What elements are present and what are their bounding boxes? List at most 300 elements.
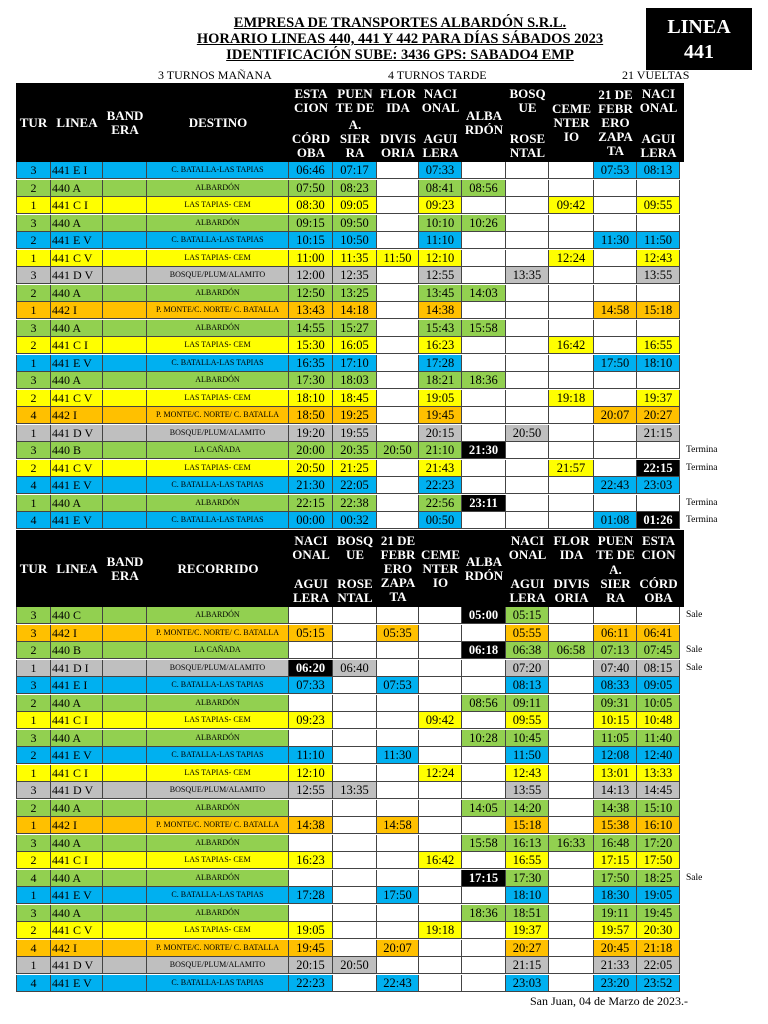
cell-destino: LAS TAPIAS- CEM	[147, 197, 289, 214]
cell-time: 06:46	[289, 162, 333, 179]
cell-time: 10:15	[289, 232, 333, 249]
header-stop-text: ONAL	[508, 547, 547, 562]
cell-time	[549, 765, 594, 782]
cell-time: 20:07	[594, 407, 637, 424]
cell-destino: LAS TAPIAS- CEM	[147, 390, 289, 407]
cell-time: 21:25	[333, 460, 377, 477]
cell-destino: C. BATALLA-LAS TAPIAS	[147, 887, 289, 904]
cell-time: 07:17	[333, 162, 377, 179]
cell-linea: 441 C V	[51, 922, 103, 939]
header-bandera-text: ERA	[111, 567, 139, 583]
cell-time	[549, 677, 594, 694]
header-stop-text: FLOR	[379, 86, 417, 101]
cell-time: 07:53	[377, 677, 419, 694]
header-stop-text: NACI	[294, 533, 328, 548]
cell-time	[333, 625, 377, 642]
cell-time: 12:24	[419, 765, 462, 782]
cell-bandera	[103, 922, 147, 939]
row-note: Sale	[686, 610, 703, 620]
cell-tur: 1	[16, 197, 51, 214]
cell-linea: 441 E V	[51, 747, 103, 764]
cell-bandera	[103, 355, 147, 372]
cell-time	[377, 180, 419, 197]
cell-time: 06:11	[594, 625, 637, 642]
cell-time	[462, 660, 506, 677]
cell-tur: 4	[16, 975, 51, 992]
cell-time: 13:55	[637, 267, 680, 284]
cell-time: 12:43	[506, 765, 549, 782]
cell-tur: 3	[16, 835, 51, 852]
cell-time	[333, 730, 377, 747]
table2-row	[16, 957, 684, 974]
cell-time	[549, 817, 594, 834]
cell-destino: C. BATALLA-LAS TAPIAS	[147, 162, 289, 179]
cell-time	[637, 607, 680, 624]
cell-time: 20:00	[289, 442, 333, 459]
row-note: Termina	[686, 515, 718, 525]
cell-time	[289, 642, 333, 659]
cell-time	[549, 940, 594, 957]
cell-destino: ALBARDÓN	[147, 320, 289, 337]
cell-time	[333, 887, 377, 904]
cell-tur: 4	[16, 477, 51, 494]
cell-time: 15:58	[462, 835, 506, 852]
cell-destino: LAS TAPIAS- CEM	[147, 852, 289, 869]
header-stop-top	[596, 534, 635, 562]
cell-time: 12:55	[419, 267, 462, 284]
cell-time: 09:55	[506, 712, 549, 729]
cell-bandera	[103, 852, 147, 869]
header-stop-text: ALBA	[465, 107, 503, 123]
table1-row	[16, 267, 684, 284]
cell-tur: 2	[16, 337, 51, 354]
cell-tur: 2	[16, 800, 51, 817]
cell-time: 11:50	[506, 747, 549, 764]
cell-time: 17:15	[462, 870, 506, 887]
cell-time	[377, 337, 419, 354]
cell-bandera	[103, 495, 147, 512]
cell-time: 01:26	[637, 512, 680, 529]
cell-bandera	[103, 425, 147, 442]
cell-time: 05:15	[506, 607, 549, 624]
header-stop-text: OBA	[296, 145, 326, 160]
header-stop-text: ORIA	[554, 590, 589, 605]
header-stop-text: UE	[518, 100, 537, 115]
cell-linea: 440 A	[51, 730, 103, 747]
cell-time	[506, 302, 549, 319]
cell-time: 14:58	[377, 817, 419, 834]
cell-time: 12:08	[594, 747, 637, 764]
cell-time	[506, 355, 549, 372]
cell-time: 11:05	[594, 730, 637, 747]
cell-time: 08:41	[419, 180, 462, 197]
cell-time: 05:00	[462, 607, 506, 624]
cell-bandera	[103, 407, 147, 424]
cell-time: 13:43	[289, 302, 333, 319]
cell-time	[462, 337, 506, 354]
cell-time	[637, 442, 680, 459]
cell-time	[419, 677, 462, 694]
header-stop-bottom	[340, 118, 370, 160]
cell-time	[506, 390, 549, 407]
cell-linea: 441 C I	[51, 765, 103, 782]
cell-time: 18:10	[637, 355, 680, 372]
cell-time	[462, 625, 506, 642]
cell-time: 17:50	[594, 870, 637, 887]
cell-time	[419, 695, 462, 712]
cell-time	[549, 372, 594, 389]
header-tur-text: TUR	[19, 114, 48, 130]
header-stop	[594, 530, 637, 607]
cell-time	[549, 607, 594, 624]
cell-tur: 1	[16, 302, 51, 319]
cell-time	[333, 695, 377, 712]
cell-linea: 440 A	[51, 695, 103, 712]
cell-time: 16:55	[506, 852, 549, 869]
cell-time	[419, 782, 462, 799]
cell-linea: 441 C V	[51, 390, 103, 407]
cell-bandera	[103, 712, 147, 729]
cell-time: 08:13	[637, 162, 680, 179]
cell-time	[377, 460, 419, 477]
cell-time: 08:13	[506, 677, 549, 694]
header-stop-top	[294, 87, 328, 115]
cell-destino: LAS TAPIAS- CEM	[147, 712, 289, 729]
cell-time	[506, 407, 549, 424]
header-stop-text: BOSQ	[509, 86, 546, 101]
cell-time	[333, 800, 377, 817]
cell-time: 19:55	[333, 425, 377, 442]
cell-linea: 441 C I	[51, 712, 103, 729]
cell-time	[462, 197, 506, 214]
cell-time	[333, 677, 377, 694]
cell-time: 15:43	[419, 320, 462, 337]
cell-time	[549, 975, 594, 992]
cell-time	[594, 320, 637, 337]
header-stop-top	[380, 87, 416, 115]
cell-time: 16:10	[637, 817, 680, 834]
table1-row	[16, 197, 684, 214]
cell-time: 19:05	[289, 922, 333, 939]
cell-time: 15:38	[594, 817, 637, 834]
header-stop-text: TE DE	[596, 547, 635, 562]
header-stop-text: TA	[389, 588, 407, 604]
header-stop-text: ESTA	[294, 86, 328, 101]
cell-time: 10:10	[419, 215, 462, 232]
cell-tur: 3	[16, 607, 51, 624]
cell-time: 01:08	[594, 512, 637, 529]
cell-time: 10:05	[637, 695, 680, 712]
table2-header	[16, 530, 684, 607]
cell-time: 19:20	[289, 425, 333, 442]
row-note: Sale	[686, 645, 703, 655]
cell-time	[333, 835, 377, 852]
cell-time: 18:10	[289, 390, 333, 407]
table1-row	[16, 407, 684, 424]
cell-time: 09:23	[419, 197, 462, 214]
cell-tur: 3	[16, 215, 51, 232]
cell-time	[549, 957, 594, 974]
cell-linea: 440 A	[51, 372, 103, 389]
cell-linea: 441 E I	[51, 677, 103, 694]
header-stop-text: ROSE	[337, 576, 373, 591]
cell-bandera	[103, 730, 147, 747]
cell-destino: C. BATALLA-LAS TAPIAS	[147, 512, 289, 529]
cell-bandera	[103, 747, 147, 764]
table1-row	[16, 285, 684, 302]
cell-time: 14:58	[594, 302, 637, 319]
cell-time: 19:18	[419, 922, 462, 939]
cell-bandera	[103, 677, 147, 694]
cell-time: 09:55	[637, 197, 680, 214]
cell-destino: C. BATALLA-LAS TAPIAS	[147, 477, 289, 494]
cell-tur: 1	[16, 495, 51, 512]
table2-row	[16, 782, 684, 799]
cell-time: 13:25	[333, 285, 377, 302]
cell-linea: 440 A	[51, 835, 103, 852]
cell-time: 09:15	[289, 215, 333, 232]
header-stop-text: ONAL	[639, 100, 678, 115]
cell-time: 06:40	[333, 660, 377, 677]
cell-linea: 441 C I	[51, 197, 103, 214]
cell-tur: 1	[16, 957, 51, 974]
cell-time	[506, 232, 549, 249]
cell-time	[462, 782, 506, 799]
cell-destino: BOSQUE/PLUM/ALAMITO	[147, 660, 289, 677]
cell-time: 12:50	[289, 285, 333, 302]
header-stop-text: ERO	[601, 114, 630, 130]
cell-time	[377, 870, 419, 887]
cell-linea: 441 E V	[51, 232, 103, 249]
cell-time	[549, 887, 594, 904]
cell-destino: C. BATALLA-LAS TAPIAS	[147, 355, 289, 372]
cell-destino: P. MONTE/C. NORTE/ C. BATALLA	[147, 817, 289, 834]
cell-time	[289, 730, 333, 747]
cell-time	[637, 320, 680, 337]
cell-linea: 440 A	[51, 320, 103, 337]
header-stop-text: RDÓN	[464, 567, 504, 583]
cell-time: 19:45	[419, 407, 462, 424]
cell-time: 12:55	[289, 782, 333, 799]
cell-time	[377, 852, 419, 869]
cell-bandera	[103, 782, 147, 799]
header-stop-text: NTAL	[509, 145, 546, 160]
cell-time: 15:58	[462, 320, 506, 337]
cell-time	[549, 712, 594, 729]
cell-time	[333, 607, 377, 624]
cell-destino: ALBARDÓN	[147, 800, 289, 817]
table2-row	[16, 712, 684, 729]
cell-bandera	[103, 460, 147, 477]
cell-linea: 440 B	[51, 642, 103, 659]
cell-time: 16:13	[506, 835, 549, 852]
cell-time	[462, 162, 506, 179]
cell-time	[594, 390, 637, 407]
cell-bandera	[103, 337, 147, 354]
cell-time	[419, 835, 462, 852]
cell-linea: 441 C V	[51, 250, 103, 267]
cell-bandera	[103, 607, 147, 624]
cell-time	[377, 162, 419, 179]
header-stop-text: SIER	[600, 576, 631, 591]
header-stop	[549, 83, 594, 162]
cell-linea: 441 E V	[51, 355, 103, 372]
cell-time: 09:42	[549, 197, 594, 214]
cell-time: 06:18	[462, 642, 506, 659]
cell-time: 22:15	[637, 460, 680, 477]
cell-bandera	[103, 957, 147, 974]
header-stop-text: AGUI	[510, 576, 545, 591]
cell-time: 13:35	[506, 267, 549, 284]
cell-bandera	[103, 390, 147, 407]
cell-linea: 441 D V	[51, 425, 103, 442]
cell-bandera	[103, 215, 147, 232]
header-stop-bottom	[293, 577, 329, 605]
cell-time	[549, 477, 594, 494]
cell-time	[333, 922, 377, 939]
cell-time	[549, 660, 594, 677]
cell-time	[549, 512, 594, 529]
cell-time	[506, 460, 549, 477]
header-stop-text: ZAPA	[598, 128, 633, 144]
cell-time: 12:24	[549, 250, 594, 267]
identification-line: IDENTIFICACIÓN SUBE: 3436 GPS: SABADO4 EMP	[226, 47, 574, 63]
cell-time	[549, 285, 594, 302]
cell-destino: C. BATALLA-LAS TAPIAS	[147, 232, 289, 249]
linea-badge-label: LINEA	[667, 16, 731, 38]
cell-destino: LAS TAPIAS- CEM	[147, 765, 289, 782]
cell-time: 19:25	[333, 407, 377, 424]
cell-tur: 1	[16, 660, 51, 677]
cell-time: 06:20	[289, 660, 333, 677]
cell-bandera	[103, 372, 147, 389]
cell-time: 08:15	[637, 660, 680, 677]
cell-tur: 1	[16, 425, 51, 442]
company-title: EMPRESA DE TRANSPORTES ALBARDÓN S.R.L.	[233, 15, 567, 31]
cell-time: 12:43	[637, 250, 680, 267]
cell-time: 11:00	[289, 250, 333, 267]
header-stop-text: ZAPA	[380, 574, 416, 590]
cell-time: 17:30	[289, 372, 333, 389]
cell-time: 08:30	[289, 197, 333, 214]
header-stop-text: TE DE	[335, 100, 375, 115]
cell-time: 16:35	[289, 355, 333, 372]
header-stop-text: NTAL	[337, 590, 373, 605]
cell-time	[462, 712, 506, 729]
cell-tur: 2	[16, 922, 51, 939]
table2-row	[16, 835, 684, 852]
cell-time	[419, 747, 462, 764]
cell-time	[594, 250, 637, 267]
cell-time	[549, 320, 594, 337]
cell-time	[333, 852, 377, 869]
cell-linea: 441 C V	[51, 460, 103, 477]
cell-time: 11:30	[594, 232, 637, 249]
cell-time: 07:33	[289, 677, 333, 694]
cell-linea: 440 A	[51, 870, 103, 887]
cell-time: 00:00	[289, 512, 333, 529]
cell-time: 10:28	[462, 730, 506, 747]
cell-time: 20:27	[506, 940, 549, 957]
header-stop	[289, 83, 333, 162]
cell-destino: LAS TAPIAS- CEM	[147, 460, 289, 477]
cell-time: 07:13	[594, 642, 637, 659]
cell-linea: 442 I	[51, 817, 103, 834]
cell-time: 14:38	[289, 817, 333, 834]
table1-row	[16, 460, 684, 477]
cell-destino: C. BATALLA-LAS TAPIAS	[147, 975, 289, 992]
header-stop-text: OBA	[644, 590, 673, 605]
cell-destino: P. MONTE/C. NORTE/ C. BATALLA	[147, 625, 289, 642]
cell-destino: ALBARDÓN	[147, 870, 289, 887]
header-stop-top	[509, 534, 547, 562]
cell-time: 07:20	[506, 660, 549, 677]
cell-time: 23:03	[506, 975, 549, 992]
cell-time	[594, 197, 637, 214]
cell-time: 19:37	[637, 390, 680, 407]
cell-time	[549, 355, 594, 372]
cell-time	[549, 922, 594, 939]
cell-time: 21:43	[419, 460, 462, 477]
cell-tur: 1	[16, 817, 51, 834]
cell-time: 17:50	[637, 852, 680, 869]
cell-time	[549, 852, 594, 869]
cell-time: 20:50	[333, 957, 377, 974]
cell-destino: C. BATALLA-LAS TAPIAS	[147, 677, 289, 694]
cell-tur: 2	[16, 390, 51, 407]
cell-linea: 440 B	[51, 442, 103, 459]
header-stop-text: AGUI	[294, 576, 328, 591]
cell-time	[462, 302, 506, 319]
cell-time: 16:33	[549, 835, 594, 852]
table1-row	[16, 372, 684, 389]
cell-time	[549, 695, 594, 712]
cell-time: 13:45	[419, 285, 462, 302]
cell-time	[506, 162, 549, 179]
cell-time: 17:10	[333, 355, 377, 372]
cell-linea: 441 D V	[51, 782, 103, 799]
table2-row	[16, 800, 684, 817]
cell-time	[419, 905, 462, 922]
cell-time: 11:10	[419, 232, 462, 249]
cell-time: 15:10	[637, 800, 680, 817]
header-stop-text: LERA	[422, 145, 459, 160]
cell-time	[419, 975, 462, 992]
cell-time	[377, 477, 419, 494]
cell-time: 17:50	[377, 887, 419, 904]
cell-time	[549, 800, 594, 817]
cell-time: 13:01	[594, 765, 637, 782]
cell-destino: P. MONTE/C. NORTE/ C. BATALLA	[147, 407, 289, 424]
cell-time	[333, 940, 377, 957]
cell-time	[419, 642, 462, 659]
cell-bandera	[103, 285, 147, 302]
cell-time: 21:10	[419, 442, 462, 459]
table1-row	[16, 495, 684, 512]
header-stop-text: LERA	[509, 590, 546, 605]
header-stop	[333, 83, 377, 162]
cell-destino: LAS TAPIAS- CEM	[147, 922, 289, 939]
table1-row	[16, 180, 684, 197]
cell-bandera	[103, 625, 147, 642]
schedule-title: HORARIO LINEAS 440, 441 Y 442 PARA DÍAS SÁBADOS 2023	[196, 31, 604, 47]
cell-time	[506, 477, 549, 494]
cell-time: 00:50	[419, 512, 462, 529]
table1-row	[16, 302, 684, 319]
cell-destino: ALBARDÓN	[147, 495, 289, 512]
cell-bandera	[103, 870, 147, 887]
header-stop-text: AGUI	[423, 131, 458, 146]
